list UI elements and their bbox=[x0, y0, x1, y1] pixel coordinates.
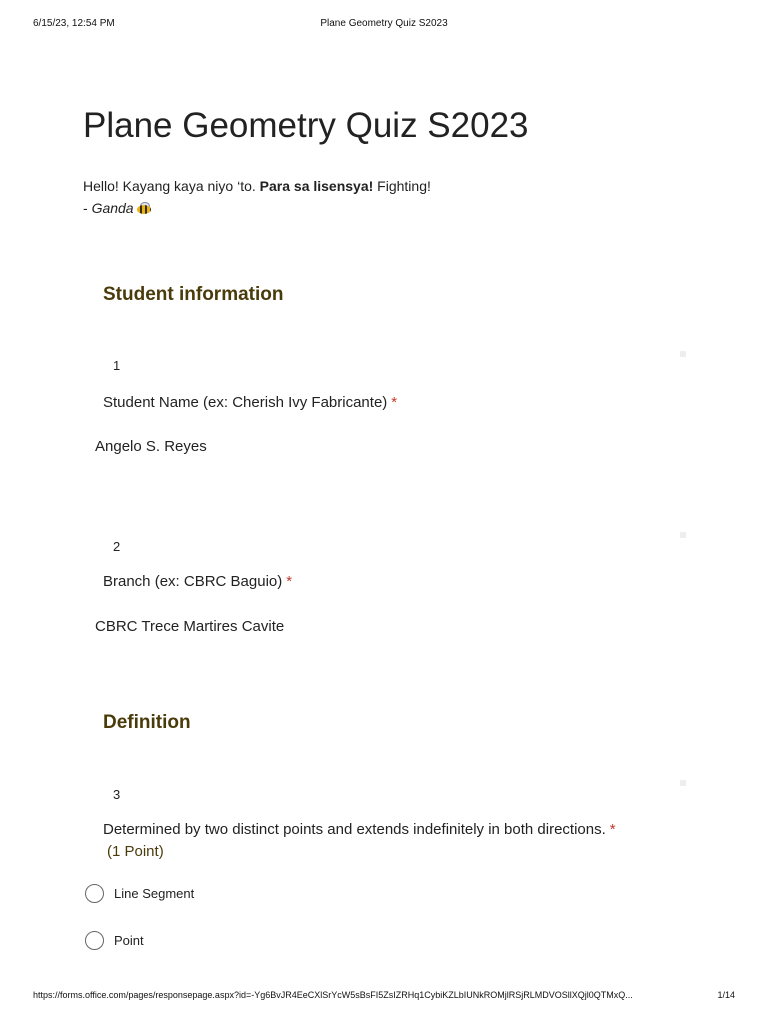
question-text-3: Determined by two distinct points and extends indefinitely in both directions. * bbox=[103, 821, 616, 838]
description-line-2: - Ganda bbox=[83, 197, 431, 219]
required-asterisk: * bbox=[609, 821, 616, 838]
question-1-marker bbox=[680, 351, 686, 357]
print-header bbox=[33, 18, 735, 32]
print-datetime: 6/15/23, 12:54 PM bbox=[33, 18, 115, 29]
form-title: Plane Geometry Quiz S2023 bbox=[83, 106, 529, 145]
question-text-1: Student Name (ex: Cherish Ivy Fabricante) * bbox=[103, 394, 398, 411]
radio-button[interactable] bbox=[85, 931, 104, 950]
question-number-2: 2 bbox=[113, 539, 121, 554]
required-asterisk: * bbox=[391, 394, 398, 411]
question-number-1: 1 bbox=[113, 358, 121, 373]
option-label: Point bbox=[114, 933, 144, 948]
question-3-marker bbox=[680, 780, 686, 786]
print-page-title: Plane Geometry Quiz S2023 bbox=[320, 18, 448, 29]
section-title-definition: Definition bbox=[103, 712, 191, 733]
section-title-student-information: Student information bbox=[103, 284, 284, 305]
description-line-1: Hello! Kayang kaya niyo ‘to. Para sa lisensya! Fighting! bbox=[83, 178, 431, 194]
question-2-marker bbox=[680, 532, 686, 538]
option-label: Line Segment bbox=[114, 886, 195, 901]
question-number-3: 3 bbox=[113, 787, 121, 802]
radio-button[interactable] bbox=[85, 884, 104, 903]
question-text-2: Branch (ex: CBRC Baguio) * bbox=[103, 573, 293, 590]
answer-student-name: Angelo S. Reyes bbox=[95, 438, 207, 455]
print-url: https://forms.office.com/pages/responsepage.aspx?id=-Yg6BvJR4EeCXlSrYcW5sBsFI5ZsIZRHq1CybiKZLbIUNkROMjlRSjRLMDVOSllXQjl0QTMxQ... bbox=[33, 990, 633, 1000]
print-page-number: 1/14 bbox=[717, 990, 735, 1000]
print-footer bbox=[33, 990, 735, 1004]
bee-emoji-icon bbox=[135, 202, 153, 215]
question-points-3: (1 Point) bbox=[107, 843, 164, 860]
form-description bbox=[83, 175, 431, 219]
answer-branch: CBRC Trece Martires Cavite bbox=[95, 618, 285, 635]
required-asterisk: * bbox=[286, 573, 293, 590]
